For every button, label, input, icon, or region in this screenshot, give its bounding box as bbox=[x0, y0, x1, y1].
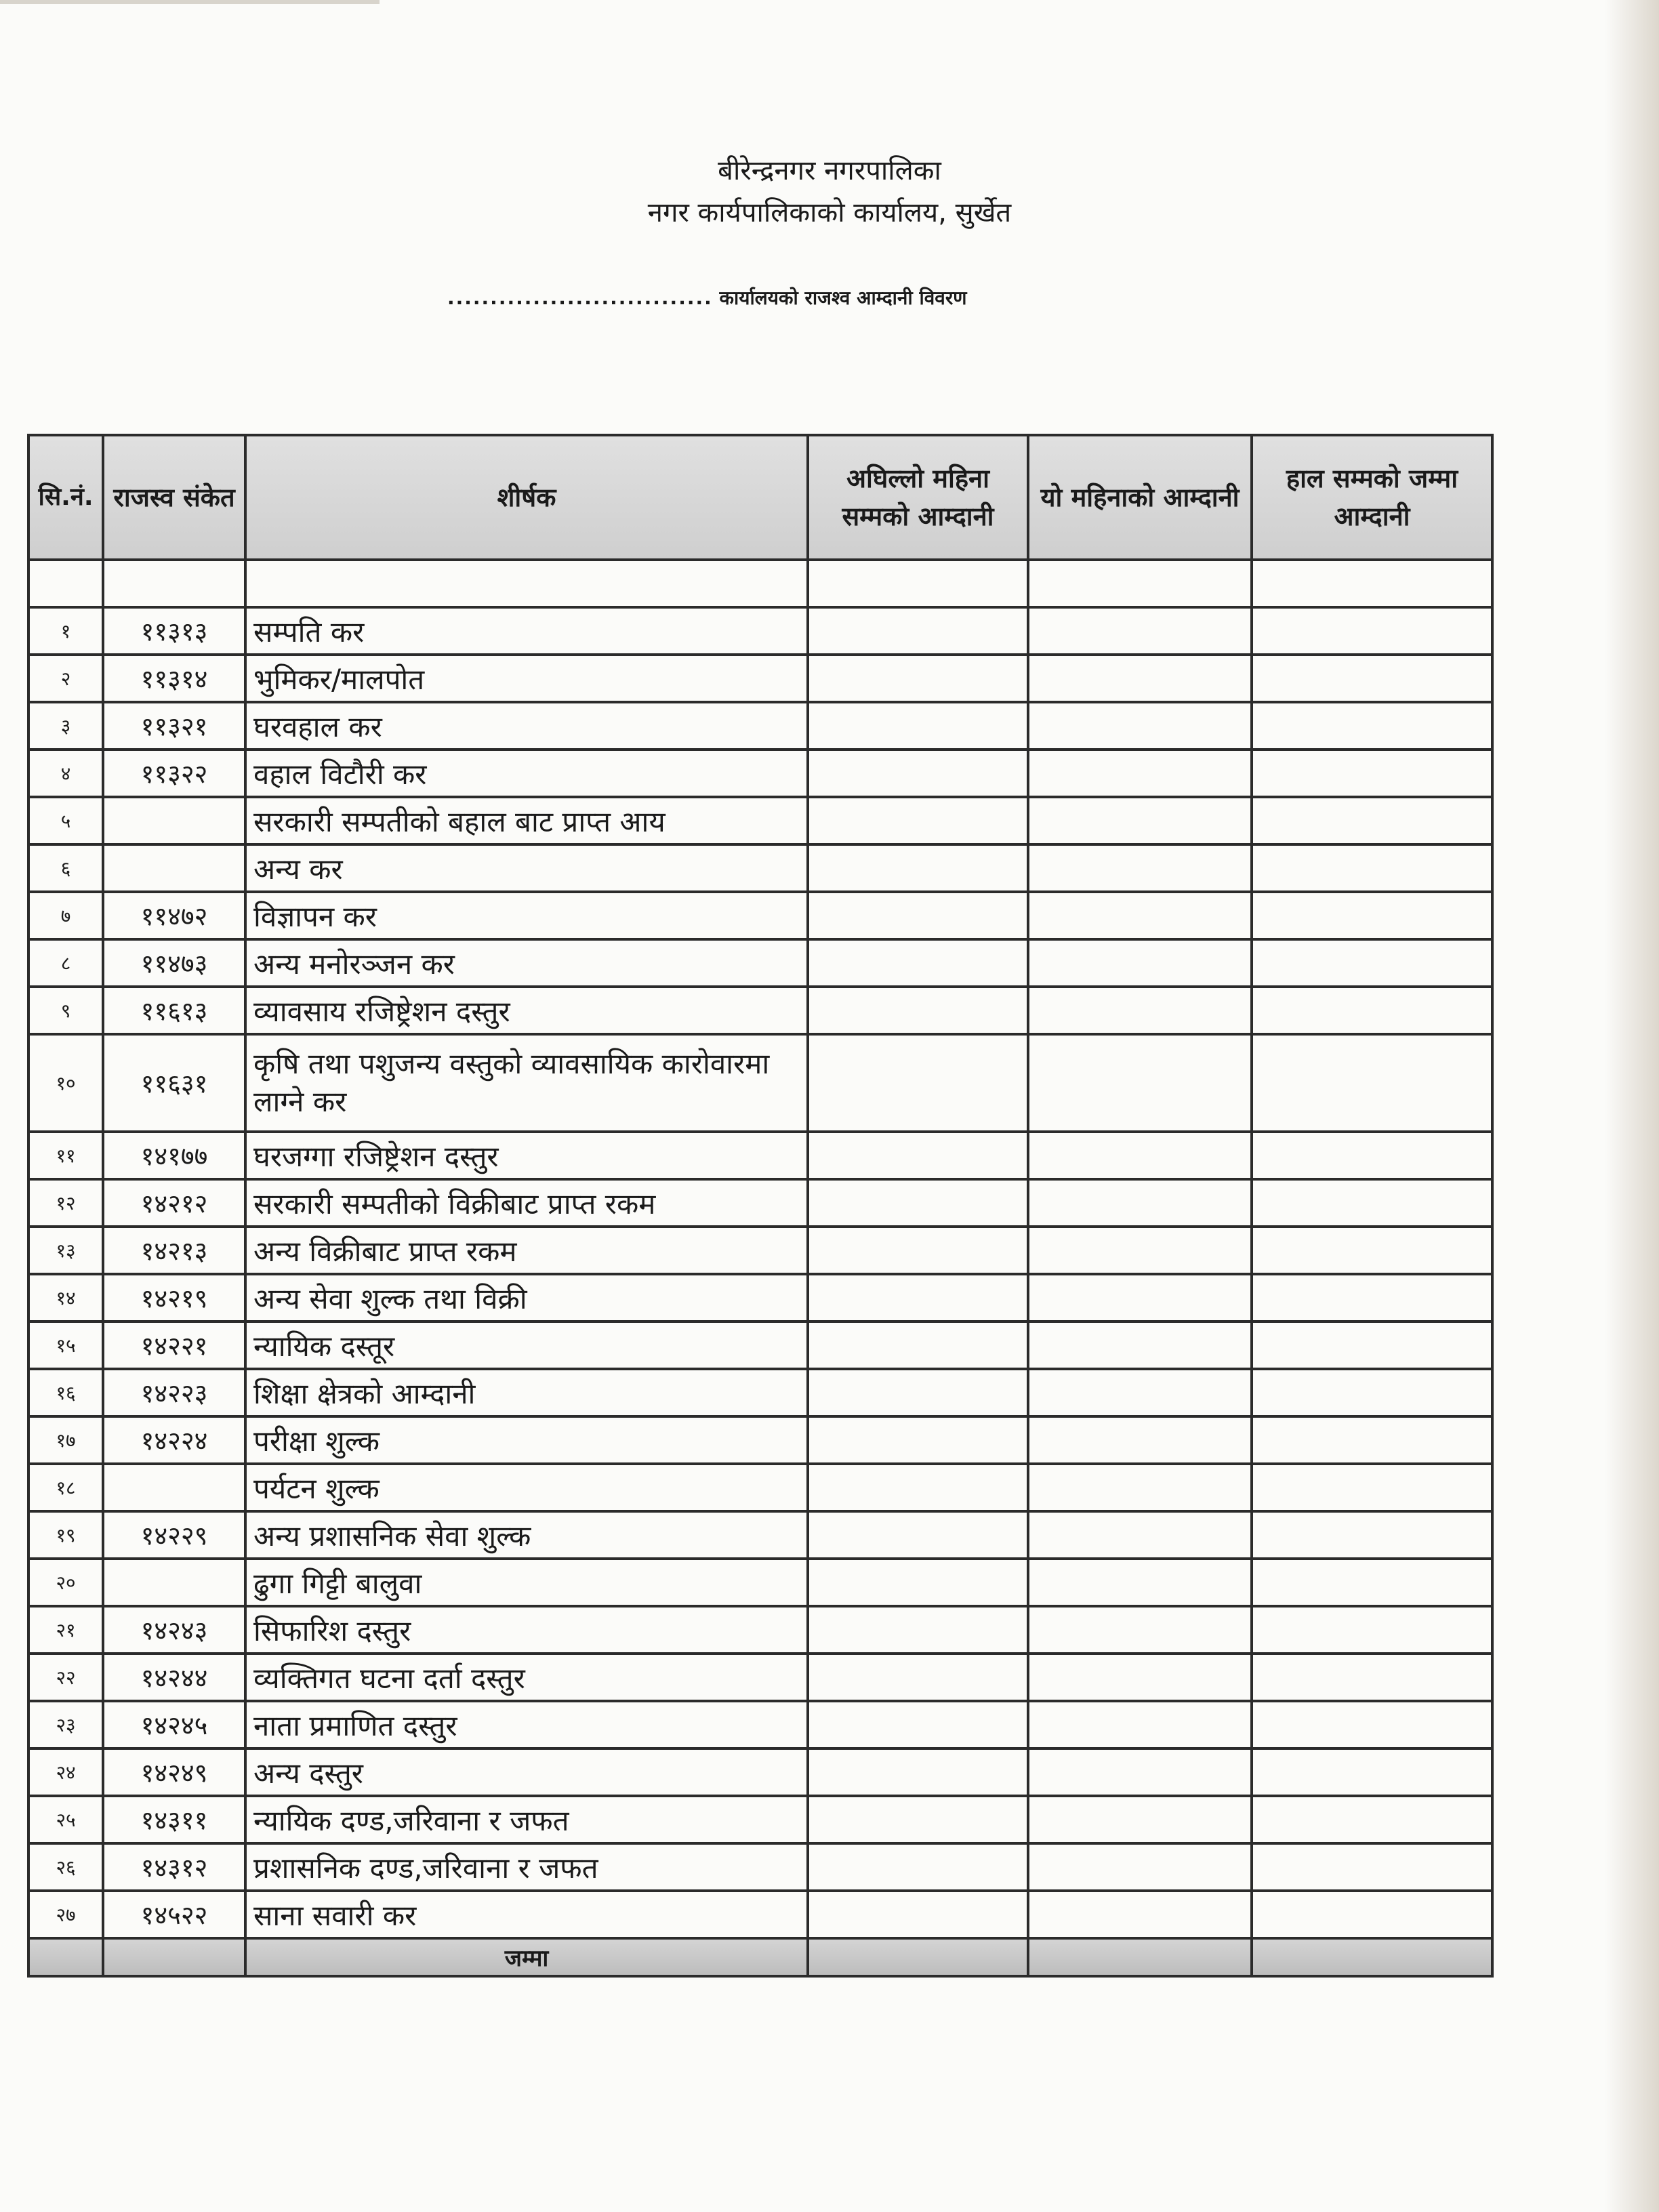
row-revenue-code: १४२४३ bbox=[103, 1606, 245, 1654]
row-total-income[interactable] bbox=[1252, 1179, 1492, 1227]
row-title: नाता प्रमाणित दस्तुर bbox=[245, 1701, 808, 1748]
row-total-income[interactable] bbox=[1252, 1227, 1492, 1274]
row-this-month-income[interactable] bbox=[1028, 1701, 1252, 1748]
row-total-income[interactable] bbox=[1252, 939, 1492, 987]
col-header-this-month-income: यो महिनाको आम्दानी bbox=[1028, 435, 1252, 560]
row-total-income[interactable] bbox=[1252, 1369, 1492, 1416]
row-serial: १७ bbox=[28, 1416, 103, 1464]
row-previous-income[interactable] bbox=[808, 987, 1028, 1034]
total-cell-code bbox=[103, 1938, 245, 1976]
table-row bbox=[28, 1034, 1492, 1132]
total-cell-total[interactable] bbox=[1252, 1938, 1492, 1976]
row-total-income[interactable] bbox=[1252, 1322, 1492, 1369]
row-total-income[interactable] bbox=[1252, 1511, 1492, 1559]
row-total-income[interactable] bbox=[1252, 987, 1492, 1034]
row-previous-income[interactable] bbox=[808, 1227, 1028, 1274]
row-total-income[interactable] bbox=[1252, 1748, 1492, 1796]
row-this-month-income[interactable] bbox=[1028, 797, 1252, 844]
col-header-title: शीर्षक bbox=[245, 435, 808, 560]
row-this-month-income[interactable] bbox=[1028, 1274, 1252, 1322]
row-revenue-code: १४२१३ bbox=[103, 1227, 245, 1274]
row-this-month-income[interactable] bbox=[1028, 1654, 1252, 1701]
row-this-month-income[interactable] bbox=[1028, 1369, 1252, 1416]
row-serial: ११ bbox=[28, 1132, 103, 1179]
row-previous-income[interactable] bbox=[808, 655, 1028, 702]
row-total-income[interactable] bbox=[1252, 1891, 1492, 1938]
row-serial: ३ bbox=[28, 702, 103, 750]
row-revenue-code: १४२१२ bbox=[103, 1179, 245, 1227]
row-title: न्यायिक दण्ड,जरिवाना र जफत bbox=[245, 1796, 808, 1843]
page-edge-strip bbox=[0, 0, 380, 4]
row-previous-income[interactable] bbox=[808, 1464, 1028, 1511]
table-row bbox=[28, 1464, 1492, 1511]
row-title: साना सवारी कर bbox=[245, 1891, 808, 1938]
table-row bbox=[28, 1132, 1492, 1179]
row-previous-income[interactable] bbox=[808, 1416, 1028, 1464]
row-total-income[interactable] bbox=[1252, 1606, 1492, 1654]
municipality-name: बीरेन्द्रनगर नगरपालिका bbox=[718, 155, 941, 186]
table-body bbox=[28, 607, 1492, 1938]
table-row bbox=[28, 939, 1492, 987]
row-revenue-code bbox=[103, 844, 245, 892]
row-serial: ९ bbox=[28, 987, 103, 1034]
table-row bbox=[28, 797, 1492, 844]
row-total-income[interactable] bbox=[1252, 750, 1492, 797]
row-this-month-income[interactable] bbox=[1028, 750, 1252, 797]
row-revenue-code: १४२२४ bbox=[103, 1416, 245, 1464]
total-cell-prev[interactable] bbox=[808, 1938, 1028, 1976]
paper-edge-shadow bbox=[1605, 0, 1659, 2212]
table-row bbox=[28, 702, 1492, 750]
row-this-month-income[interactable] bbox=[1028, 1034, 1252, 1132]
row-revenue-code: १४५२२ bbox=[103, 1891, 245, 1938]
table-row bbox=[28, 1701, 1492, 1748]
row-serial: १ bbox=[28, 607, 103, 655]
row-previous-income[interactable] bbox=[808, 892, 1028, 939]
row-this-month-income[interactable] bbox=[1028, 1891, 1252, 1938]
row-serial: १४ bbox=[28, 1274, 103, 1322]
row-previous-income[interactable] bbox=[808, 1559, 1028, 1606]
row-total-income[interactable] bbox=[1252, 1701, 1492, 1748]
row-title: भुमिकर/मालपोत bbox=[245, 655, 808, 702]
row-previous-income[interactable] bbox=[808, 1701, 1028, 1748]
row-title: ढुगा गिट्टी बालुवा bbox=[245, 1559, 808, 1606]
row-previous-income[interactable] bbox=[808, 1843, 1028, 1891]
row-total-income[interactable] bbox=[1252, 1416, 1492, 1464]
table-row bbox=[28, 844, 1492, 892]
row-revenue-code: ११३१३ bbox=[103, 607, 245, 655]
row-revenue-code: ११४७२ bbox=[103, 892, 245, 939]
row-this-month-income[interactable] bbox=[1028, 987, 1252, 1034]
row-title: अन्य सेवा शुल्क तथा विक्री bbox=[245, 1274, 808, 1322]
row-revenue-code: १४१७७ bbox=[103, 1132, 245, 1179]
row-serial: १० bbox=[28, 1034, 103, 1132]
table-row bbox=[28, 1606, 1492, 1654]
table-row bbox=[28, 1369, 1492, 1416]
table-row bbox=[28, 987, 1492, 1034]
row-serial: २६ bbox=[28, 1843, 103, 1891]
table-row bbox=[28, 1511, 1492, 1559]
row-this-month-income[interactable] bbox=[1028, 892, 1252, 939]
row-previous-income[interactable] bbox=[808, 1034, 1028, 1132]
table-row bbox=[28, 1843, 1492, 1891]
row-serial: १५ bbox=[28, 1322, 103, 1369]
row-total-income[interactable] bbox=[1252, 844, 1492, 892]
row-total-income[interactable] bbox=[1252, 1464, 1492, 1511]
row-serial: १३ bbox=[28, 1227, 103, 1274]
row-total-income[interactable] bbox=[1252, 1274, 1492, 1322]
row-total-income[interactable] bbox=[1252, 892, 1492, 939]
table-row bbox=[28, 892, 1492, 939]
row-previous-income[interactable] bbox=[808, 607, 1028, 655]
row-previous-income[interactable] bbox=[808, 1796, 1028, 1843]
row-this-month-income[interactable] bbox=[1028, 939, 1252, 987]
row-previous-income[interactable] bbox=[808, 939, 1028, 987]
row-this-month-income[interactable] bbox=[1028, 1559, 1252, 1606]
row-this-month-income[interactable] bbox=[1028, 607, 1252, 655]
row-serial: ५ bbox=[28, 797, 103, 844]
row-serial: २० bbox=[28, 1559, 103, 1606]
row-revenue-code: १४२४४ bbox=[103, 1654, 245, 1701]
row-serial: १८ bbox=[28, 1464, 103, 1511]
row-serial: २७ bbox=[28, 1891, 103, 1938]
row-title: अन्य मनोरञ्जन कर bbox=[245, 939, 808, 987]
office-name: नगर कार्यपालिकाको कार्यालय, सुर्खेत bbox=[647, 197, 1012, 228]
row-serial: ७ bbox=[28, 892, 103, 939]
row-this-month-income[interactable] bbox=[1028, 1464, 1252, 1511]
col-header-revenue-code: राजस्व संकेत bbox=[103, 435, 245, 560]
row-revenue-code: १४२१९ bbox=[103, 1274, 245, 1322]
row-previous-income[interactable] bbox=[808, 1132, 1028, 1179]
row-revenue-code: १४२२९ bbox=[103, 1511, 245, 1559]
row-revenue-code: ११३२१ bbox=[103, 702, 245, 750]
table-row bbox=[28, 607, 1492, 655]
blank-office-field[interactable]: ............................... bbox=[447, 287, 713, 309]
row-title: सम्पति कर bbox=[245, 607, 808, 655]
row-this-month-income[interactable] bbox=[1028, 702, 1252, 750]
row-this-month-income[interactable] bbox=[1028, 1748, 1252, 1796]
row-previous-income[interactable] bbox=[808, 1274, 1028, 1322]
table-row bbox=[28, 1891, 1492, 1938]
row-previous-income[interactable] bbox=[808, 1654, 1028, 1701]
row-title: अन्य विक्रीबाट प्राप्त रकम bbox=[245, 1227, 808, 1274]
col-header-serial: सि.नं. bbox=[28, 435, 103, 560]
row-total-income[interactable] bbox=[1252, 1796, 1492, 1843]
row-total-income[interactable] bbox=[1252, 607, 1492, 655]
total-cell-sn bbox=[28, 1938, 103, 1976]
table-row bbox=[28, 1796, 1492, 1843]
row-title: वहाल विटौरी कर bbox=[245, 750, 808, 797]
row-title: शिक्षा क्षेत्रको आम्दानी bbox=[245, 1369, 808, 1416]
form-subtitle bbox=[447, 285, 967, 310]
row-this-month-income[interactable] bbox=[1028, 844, 1252, 892]
col-header-total-income: हाल सम्मको जम्मा आम्दानी bbox=[1252, 435, 1492, 560]
row-previous-income[interactable] bbox=[808, 702, 1028, 750]
row-serial: २ bbox=[28, 655, 103, 702]
row-title: घरवहाल कर bbox=[245, 702, 808, 750]
row-this-month-income[interactable] bbox=[1028, 1322, 1252, 1369]
row-title: परीक्षा शुल्क bbox=[245, 1416, 808, 1464]
row-title: घरजग्गा रजिष्ट्रेशन दस्तुर bbox=[245, 1132, 808, 1179]
row-previous-income[interactable] bbox=[808, 797, 1028, 844]
row-serial: १६ bbox=[28, 1369, 103, 1416]
row-title: कृषि तथा पशुजन्य वस्तुको व्यावसायिक कारोवारमा लाग्ने कर bbox=[245, 1034, 808, 1132]
row-title: सिफारिश दस्तुर bbox=[245, 1606, 808, 1654]
table-row bbox=[28, 1274, 1492, 1322]
row-revenue-code bbox=[103, 1464, 245, 1511]
row-title: अन्य दस्तुर bbox=[245, 1748, 808, 1796]
row-previous-income[interactable] bbox=[808, 750, 1028, 797]
row-previous-income[interactable] bbox=[808, 844, 1028, 892]
table-row bbox=[28, 655, 1492, 702]
table-row bbox=[28, 1416, 1492, 1464]
row-revenue-code: १४२४९ bbox=[103, 1748, 245, 1796]
row-total-income[interactable] bbox=[1252, 1132, 1492, 1179]
row-previous-income[interactable] bbox=[808, 1511, 1028, 1559]
row-title: व्यक्तिगत घटना दर्ता दस्तुर bbox=[245, 1654, 808, 1701]
table-row bbox=[28, 1748, 1492, 1796]
row-this-month-income[interactable] bbox=[1028, 655, 1252, 702]
row-serial: १२ bbox=[28, 1179, 103, 1227]
row-this-month-income[interactable] bbox=[1028, 1227, 1252, 1274]
row-revenue-code bbox=[103, 797, 245, 844]
row-this-month-income[interactable] bbox=[1028, 1132, 1252, 1179]
row-title: सरकारी सम्पतीको बहाल बाट प्राप्त आय bbox=[245, 797, 808, 844]
row-title: न्यायिक दस्तूर bbox=[245, 1322, 808, 1369]
row-revenue-code: ११४७३ bbox=[103, 939, 245, 987]
row-total-income[interactable] bbox=[1252, 1654, 1492, 1701]
table-row bbox=[28, 1559, 1492, 1606]
row-serial: २३ bbox=[28, 1701, 103, 1748]
total-row bbox=[28, 1938, 1492, 1976]
row-total-income[interactable] bbox=[1252, 702, 1492, 750]
row-previous-income[interactable] bbox=[808, 1322, 1028, 1369]
row-serial: ४ bbox=[28, 750, 103, 797]
row-revenue-code bbox=[103, 1559, 245, 1606]
row-total-income[interactable] bbox=[1252, 1034, 1492, 1132]
row-title: व्यावसाय रजिष्ट्रेशन दस्तुर bbox=[245, 987, 808, 1034]
row-title: अन्य कर bbox=[245, 844, 808, 892]
row-serial: १९ bbox=[28, 1511, 103, 1559]
row-this-month-income[interactable] bbox=[1028, 1796, 1252, 1843]
row-this-month-income[interactable] bbox=[1028, 1511, 1252, 1559]
row-title: सरकारी सम्पतीको विक्रीबाट प्राप्त रकम bbox=[245, 1179, 808, 1227]
row-revenue-code: ११६१३ bbox=[103, 987, 245, 1034]
row-this-month-income[interactable] bbox=[1028, 1606, 1252, 1654]
row-previous-income[interactable] bbox=[808, 1179, 1028, 1227]
col-header-previous-income: अघिल्लो महिना सम्मको आम्दानी bbox=[808, 435, 1028, 560]
table-row bbox=[28, 1179, 1492, 1227]
table-header-row bbox=[28, 435, 1492, 560]
row-revenue-code: ११६३१ bbox=[103, 1034, 245, 1132]
header-gap-row bbox=[28, 560, 1492, 607]
row-serial: २४ bbox=[28, 1748, 103, 1796]
row-title: विज्ञापन कर bbox=[245, 892, 808, 939]
row-title: अन्य प्रशासनिक सेवा शुल्क bbox=[245, 1511, 808, 1559]
row-previous-income[interactable] bbox=[808, 1748, 1028, 1796]
row-revenue-code: १४३११ bbox=[103, 1796, 245, 1843]
table-row bbox=[28, 750, 1492, 797]
row-title: प्रशासनिक दण्ड,जरिवाना र जफत bbox=[245, 1843, 808, 1891]
row-serial: ६ bbox=[28, 844, 103, 892]
row-total-income[interactable] bbox=[1252, 1559, 1492, 1606]
row-serial: २१ bbox=[28, 1606, 103, 1654]
row-serial: २५ bbox=[28, 1796, 103, 1843]
form-subtitle-text: कार्यालयको राजश्व आम्दानी विवरण bbox=[719, 287, 967, 309]
total-label: जम्मा bbox=[245, 1938, 808, 1976]
total-cell-this-month[interactable] bbox=[1028, 1938, 1252, 1976]
row-total-income[interactable] bbox=[1252, 797, 1492, 844]
row-total-income[interactable] bbox=[1252, 655, 1492, 702]
row-this-month-income[interactable] bbox=[1028, 1416, 1252, 1464]
table-row bbox=[28, 1227, 1492, 1274]
row-revenue-code: १४२२१ bbox=[103, 1322, 245, 1369]
row-this-month-income[interactable] bbox=[1028, 1179, 1252, 1227]
row-previous-income[interactable] bbox=[808, 1891, 1028, 1938]
revenue-table bbox=[27, 434, 1494, 1978]
row-previous-income[interactable] bbox=[808, 1369, 1028, 1416]
row-total-income[interactable] bbox=[1252, 1843, 1492, 1891]
row-revenue-code: १४३१२ bbox=[103, 1843, 245, 1891]
row-serial: २२ bbox=[28, 1654, 103, 1701]
row-revenue-code: १४२२३ bbox=[103, 1369, 245, 1416]
row-revenue-code: ११३२२ bbox=[103, 750, 245, 797]
row-title: पर्यटन शुल्क bbox=[245, 1464, 808, 1511]
row-revenue-code: ११३१४ bbox=[103, 655, 245, 702]
table-row bbox=[28, 1322, 1492, 1369]
row-serial: ८ bbox=[28, 939, 103, 987]
row-revenue-code: १४२४५ bbox=[103, 1701, 245, 1748]
table-row bbox=[28, 1654, 1492, 1701]
row-this-month-income[interactable] bbox=[1028, 1843, 1252, 1891]
row-previous-income[interactable] bbox=[808, 1606, 1028, 1654]
